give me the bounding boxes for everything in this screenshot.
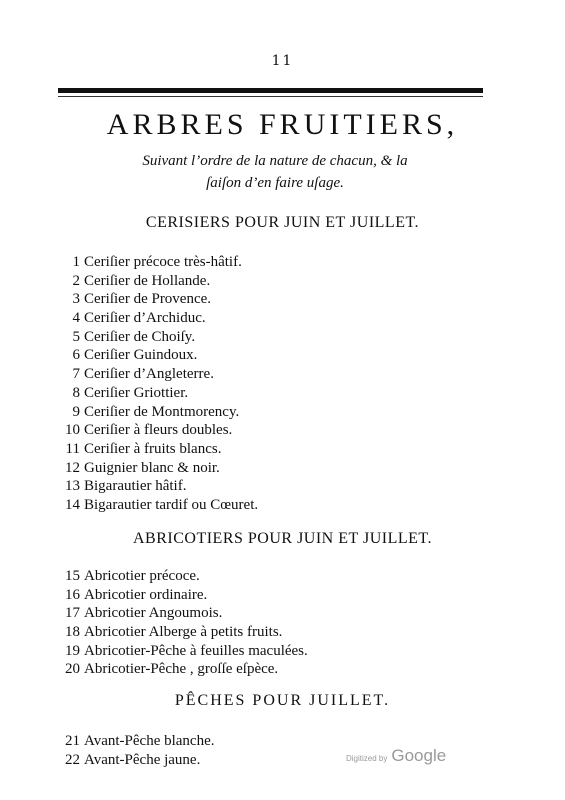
list-item xyxy=(52,496,258,515)
list-item xyxy=(52,328,258,347)
item-text: Ceriſier d’Archiduc. xyxy=(84,310,206,327)
list-item xyxy=(52,642,308,661)
subtitle-line-2: ſaiſon d’en faire uſage. xyxy=(206,175,344,191)
list-item xyxy=(52,440,258,459)
item-number: 16 xyxy=(65,586,80,603)
page-title: ARBRES FRUITIERS, xyxy=(106,108,459,141)
item-number: 14 xyxy=(65,496,80,513)
list-item xyxy=(52,567,308,586)
list-cerisiers xyxy=(52,253,258,515)
list-item xyxy=(52,253,258,272)
item-number: 12 xyxy=(65,459,80,476)
list-item xyxy=(52,403,258,422)
item-number: 20 xyxy=(65,661,80,678)
header-rule-thin xyxy=(58,96,483,97)
list-item xyxy=(52,365,258,384)
list-peches xyxy=(52,732,215,769)
watermark-small-text: Digitized by xyxy=(346,754,388,763)
item-text: Bigarautier tardif ou Cœuret. xyxy=(84,496,259,513)
list-item xyxy=(52,272,258,291)
list-item xyxy=(52,346,258,365)
list-item xyxy=(52,604,308,623)
item-number: 15 xyxy=(65,568,80,584)
item-text: Ceriſier à fleurs doubles. xyxy=(84,422,233,439)
item-number: 6 xyxy=(72,347,80,364)
item-number: 4 xyxy=(72,310,80,327)
subtitle-line-1: Suivant l’ordre de la nature de chacun, & la xyxy=(142,153,408,169)
item-text: Ceriſier d’Angleterre. xyxy=(84,366,214,383)
item-text: Abricotier-Pêche , groſſe eſpèce. xyxy=(84,661,279,678)
list-item xyxy=(52,477,258,496)
item-text: Ceriſier Guindoux. xyxy=(84,347,198,364)
list-item xyxy=(52,732,215,751)
section-title-peches: PÊCHES POUR JUILLET. xyxy=(174,692,391,709)
item-number: 17 xyxy=(65,605,80,622)
item-number: 8 xyxy=(72,384,80,401)
item-text: Ceriſier Griottier. xyxy=(84,384,189,401)
item-text: Ceriſier de Hollande. xyxy=(84,272,211,289)
item-text: Ceriſier à fruits blancs. xyxy=(84,440,222,457)
list-item xyxy=(52,586,308,605)
header-rule-thick xyxy=(58,88,483,93)
list-item xyxy=(52,384,258,403)
item-text: Ceriſier précoce très-hâtif. xyxy=(84,254,242,270)
item-number: 7 xyxy=(72,366,80,383)
item-text: Guignier blanc & noir. xyxy=(84,459,220,476)
item-text: Abricotier précoce. xyxy=(84,568,200,584)
item-number: 19 xyxy=(65,642,80,659)
item-number: 3 xyxy=(72,291,80,308)
item-number: 22 xyxy=(65,751,80,768)
item-number: 10 xyxy=(65,422,80,439)
section-title-cerisiers: CERISIERS POUR JUIN ET JUILLET. xyxy=(145,214,420,231)
subtitle xyxy=(70,150,480,194)
item-text: Ceriſier de Choiſy. xyxy=(84,328,196,345)
item-text: Avant-Pêche blanche. xyxy=(84,733,215,749)
item-number: 9 xyxy=(72,403,80,420)
item-text: Avant-Pêche jaune. xyxy=(84,751,201,768)
item-number: 18 xyxy=(65,624,80,641)
list-item xyxy=(52,459,258,478)
google-watermark xyxy=(346,746,446,766)
item-text: Abricotier ordinaire. xyxy=(84,586,208,603)
item-text: Bigarautier hâtif. xyxy=(84,478,187,495)
list-abricotiers xyxy=(52,567,308,679)
item-number: 21 xyxy=(65,733,80,749)
list-item xyxy=(52,751,215,770)
watermark-google-text: Google xyxy=(391,746,447,765)
list-item xyxy=(52,421,258,440)
section-title-abricotiers: ABRICOTIERS POUR JUIN ET JUILLET. xyxy=(132,530,432,547)
list-item xyxy=(52,660,308,679)
item-text: Abricotier Angoumois. xyxy=(84,605,223,622)
item-number: 5 xyxy=(72,328,80,345)
item-text: Abricotier-Pêche à feuilles maculées. xyxy=(84,642,308,659)
item-number: 13 xyxy=(65,478,80,495)
list-item xyxy=(52,309,258,328)
item-text: Ceriſier de Montmorency. xyxy=(84,403,240,420)
page-number: 11 xyxy=(271,53,294,69)
list-item xyxy=(52,290,258,309)
list-item xyxy=(52,623,308,642)
item-text: Ceriſier de Provence. xyxy=(84,291,212,308)
item-text: Abricotier Alberge à petits fruits. xyxy=(84,624,283,641)
item-number: 2 xyxy=(72,272,80,289)
item-number: 11 xyxy=(65,440,80,457)
item-number: 1 xyxy=(72,254,80,270)
